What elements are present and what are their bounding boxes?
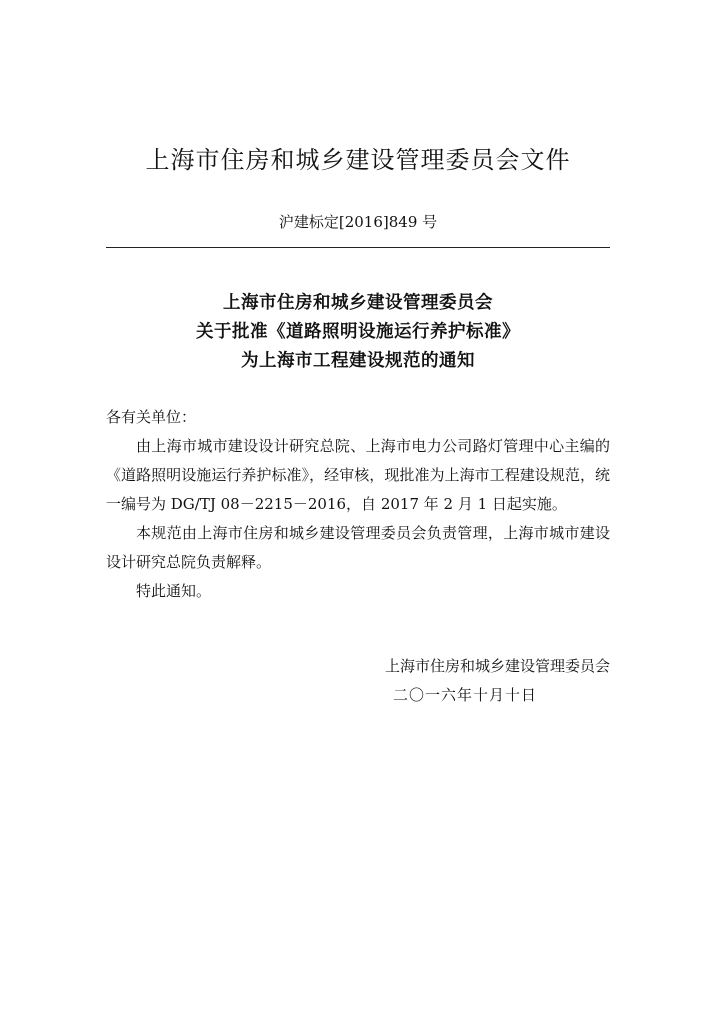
document-number: 沪建标定[2016]849 号 <box>278 213 438 231</box>
notice-title <box>0 289 716 376</box>
issuer-signature: 上海市住房和城乡建设管理委员会 <box>384 657 610 675</box>
notice-body <box>106 432 610 606</box>
body-paragraph-1: 由上海市城市建设设计研究总院、上海市电力公司路灯管理中心主编的《道路照明设施运行养护标准》，经审核，现批准为上海市工程建设规范，统一编号为 DG/TJ 08－2215－2016，自 2017 年 2 月 1 日起实施。 <box>106 437 610 513</box>
notice-title-line-2: 关于批准《道路照明设施运行养护标准》 <box>196 322 520 342</box>
issuer-title: 上海市住房和城乡建设管理委员会文件 <box>145 146 571 174</box>
body-paragraph-2: 本规范由上海市住房和城乡建设管理委员会负责管理，上海市城市建设设计研究总院负责解释。 <box>106 524 610 571</box>
notice-title-line-3: 为上海市工程建设规范的通知 <box>241 351 475 371</box>
body-paragraph-3: 特此通知。 <box>136 582 212 600</box>
issue-date: 二〇一六年十月十日 <box>393 686 538 704</box>
notice-title-line-1: 上海市住房和城乡建设管理委员会 <box>223 293 493 313</box>
header-divider <box>106 247 610 248</box>
salutation: 各有关单位： <box>106 408 197 426</box>
